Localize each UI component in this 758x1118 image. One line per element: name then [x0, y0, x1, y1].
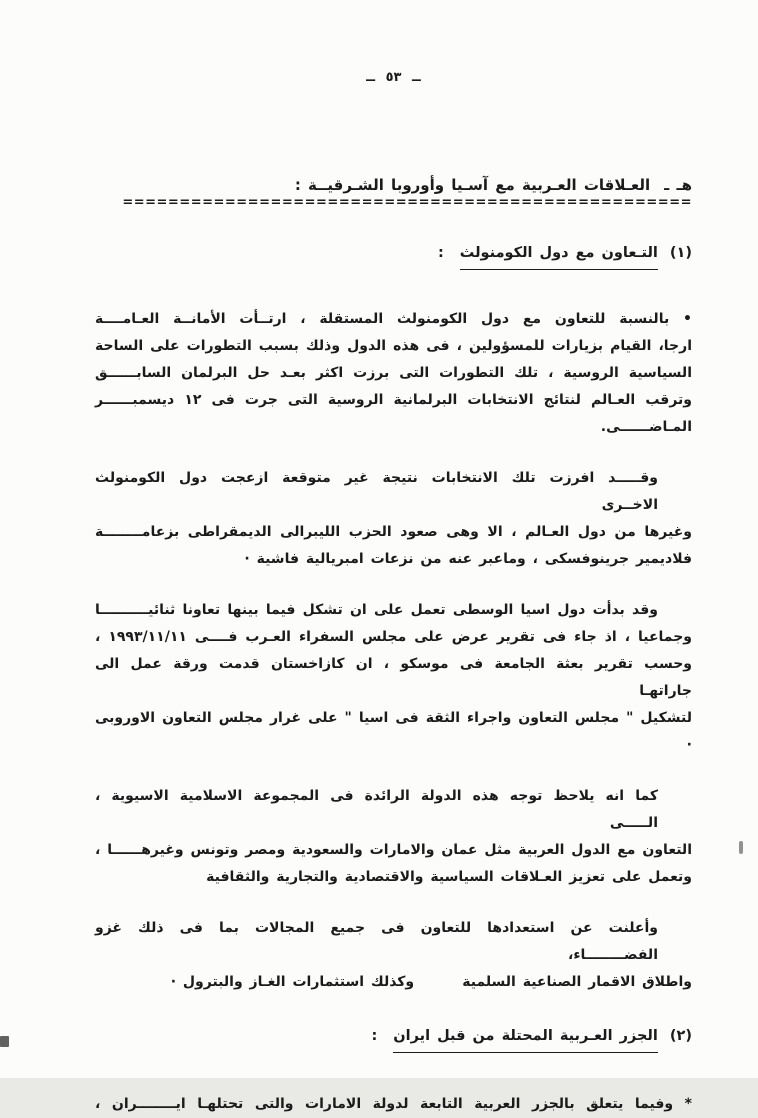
- paragraph: [95, 915, 692, 996]
- text-line: التعاون مع الدول العربية مثل عمان والامارات والسعودية ومصر وتونس وغيرهــــــا ،: [95, 842, 692, 858]
- heading-title: العـلاقات العـربية مع آسـيا وأوروبا الشـرقيــة :: [294, 176, 651, 194]
- subsection-colon: :: [371, 1028, 378, 1044]
- text-line: وغيرها من دول العـالم ، الا وهى صعود الحزب الليبرالى الديمقراطى بزعامــــــــة: [95, 524, 692, 540]
- paragraph: [95, 597, 692, 759]
- text-line: وقد بدأت دول اسيا الوسطى تعمل على ان تشكل فيما بينها تعاونا ثنائيــــــــــا: [95, 602, 658, 618]
- page-content: [95, 68, 692, 1118]
- text-line: ارجا، القيام بزيارات للمسؤولين ، فى هذه الدول وذلك بسبب التطورات على الساحة: [95, 338, 692, 354]
- paragraph: [95, 1091, 692, 1118]
- scan-artifact: [739, 841, 743, 854]
- text-line: واطلاق الاقمار الصناعية السلمية وكذلك استثمارات الغـاز والبترول ·: [170, 974, 692, 990]
- text-line: وتعمل على تعزيز العـلاقات السياسية والاقتصادية والتجارية والثقافية: [206, 869, 692, 885]
- subsection-header-islands: [95, 1024, 692, 1053]
- text-line: لتشكيل " مجلس التعاون واجراء الثقة فى اسيا " على غرار مجلس التعاون الاوروبى ·: [95, 710, 692, 753]
- text-line: وجماعيا ، اذ جاء فى تقرير عرض على مجلس السفراء العـرب فــــى ١٩٩٣/١١/١١ ،: [95, 629, 692, 645]
- paragraph: [95, 306, 692, 441]
- text-line: كما انه يلاحظ توجه هذه الدولة الرائدة فى المجموعة الاسلامية الاسيوية ، الـــــى: [95, 788, 658, 831]
- text-line: وترقب العـالم لنتائج الانتخابات البرلمانية الروسية التى جرت فى ١٢ ديسمبــــــر: [95, 392, 692, 408]
- subsection-title: الجزر العـربية المحتلة من قبل ايران: [393, 1024, 658, 1053]
- scan-artifact: [0, 1036, 9, 1047]
- page-number: ــ ٥٣ ــ: [366, 70, 421, 85]
- subsection-colon: :: [437, 245, 444, 261]
- subsection-label: (١): [669, 245, 692, 261]
- subsection-header-commonwealth: [95, 241, 692, 270]
- text-line: فلاديمير جرينوفسكى ، وماعبر عنه من نزعات امبريالية فاشية ·: [244, 551, 692, 567]
- text-line: وأعلنت عن استعدادها للتعاون فى جميع المجالات بما فى ذلك غزو الفضــــــــاء،: [95, 920, 658, 963]
- text-line: • بالنسبة للتعاون مع دول الكومنولث المستقلة ، ارتــأت الأمانــة العـامــــة: [95, 311, 692, 327]
- heading-underline: ==================================================: [122, 195, 692, 210]
- heading-marker: هـ ـ: [664, 176, 692, 194]
- paragraph: [95, 783, 692, 891]
- subsection-title: التـعاون مع دول الكومنولث: [460, 241, 658, 270]
- text-line: السياسية الروسية ، تلك التطورات التى برزت اكثر بعـد حل البرلمان السابــــــق: [95, 365, 692, 381]
- text-line: وحسب تقرير بعثة الجامعة فى موسكو ، ان كازاخستان قدمت ورقة عمل الى جاراتهـا: [95, 656, 692, 699]
- subsection-label: (٢): [669, 1028, 692, 1044]
- document-heading: [95, 174, 692, 196]
- paragraph: [95, 465, 692, 573]
- text-line: المـاضــــــى.: [600, 419, 692, 435]
- text-line: وقـــــد افرزت تلك الانتخابات نتيجة غير متوقعة ازعجت دول الكومنولث الاخــرى: [95, 470, 658, 513]
- text-line: * وفيما يتعلق بالجزر العربية التابعة لدولة الامارات والتى تحتلهـا ايــــــــران ،: [95, 1096, 692, 1112]
